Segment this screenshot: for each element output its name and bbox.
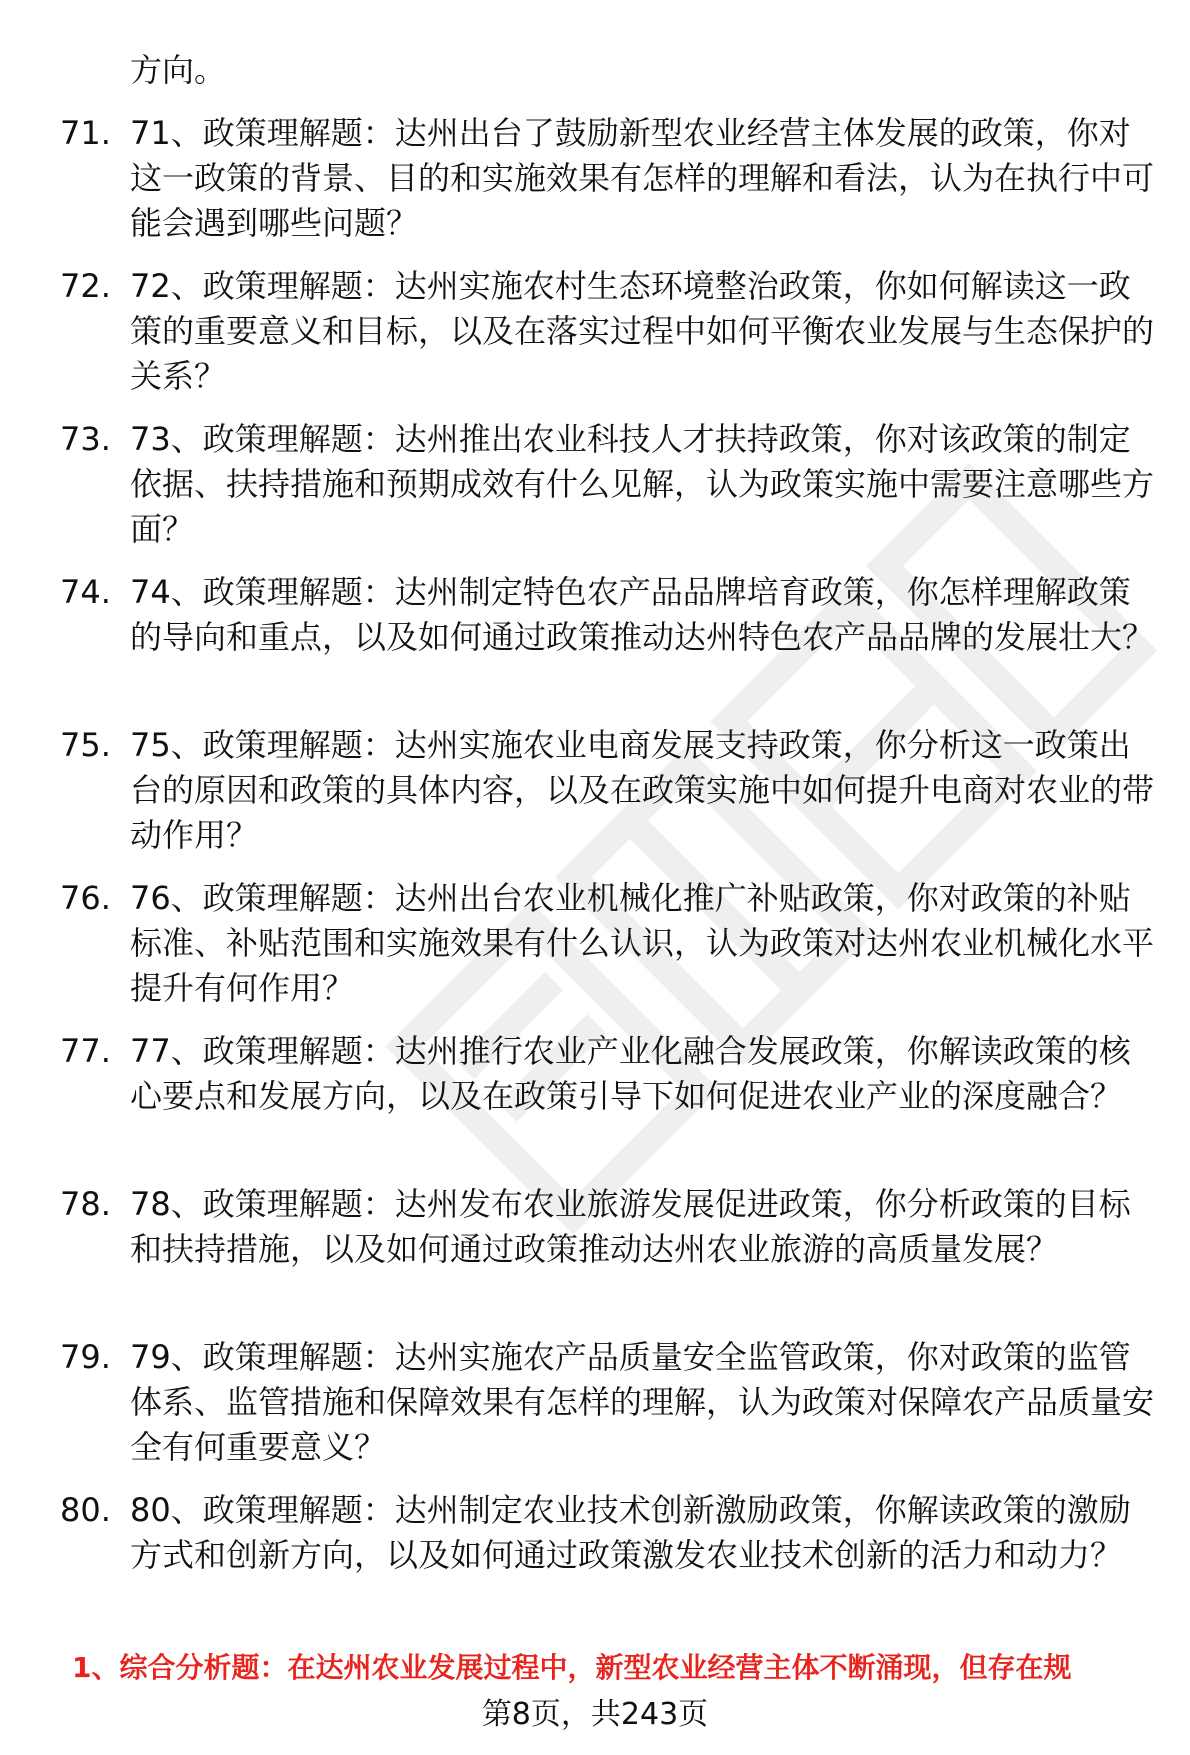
continuation-text: 方向。 bbox=[130, 51, 227, 89]
question-item bbox=[0, 1488, 1190, 1641]
question-item bbox=[0, 1335, 1190, 1488]
question-text: 73、政策理解题：达州推出农业科技人才扶持政策，你对该政策的制定依据、扶持措施和预期成效有什么见解，认为政策实施中需要注意哪些方面？ bbox=[130, 420, 1155, 548]
question-text: 75、政策理解题：达州实施农业电商发展支持政策，你分析这一政策出台的原因和政策的具体内容，以及在政策实施中如何提升电商对农业的带动作用？ bbox=[130, 726, 1155, 854]
question-text: 76、政策理解题：达州出台农业机械化推广补贴政策，你对政策的补贴标准、补贴范围和实施效果有什么认识，认为政策对达州农业机械化水平提升有何作用？ bbox=[130, 879, 1155, 1007]
section-heading: 1、综合分析题：在达州农业发展过程中，新型农业经营主体不断涌现，但存在规 bbox=[72, 1651, 1072, 1684]
question-number: 75. bbox=[60, 726, 111, 764]
question-number: 71. bbox=[60, 114, 111, 152]
question-number: 79. bbox=[60, 1338, 111, 1376]
question-text: 80、政策理解题：达州制定农业技术创新激励政策，你解读政策的激励方式和创新方向，以及如何通过政策激发农业技术创新的活力和动力？ bbox=[130, 1491, 1131, 1574]
question-item bbox=[0, 570, 1190, 723]
question-number: 80. bbox=[60, 1491, 111, 1529]
question-text: 71、政策理解题：达州出台了鼓励新型农业经营主体发展的政策，你对这一政策的背景、目的和实施效果有怎样的理解和看法，认为在执行中可能会遇到哪些问题？ bbox=[130, 114, 1155, 242]
question-number: 72. bbox=[60, 267, 111, 305]
question-item bbox=[0, 723, 1190, 876]
page-footer: 第8页，共243页 bbox=[481, 1697, 709, 1732]
question-item bbox=[0, 264, 1190, 417]
question-number: 73. bbox=[60, 420, 111, 458]
question-text: 79、政策理解题：达州实施农产品质量安全监管政策，你对政策的监管体系、监管措施和保障效果有怎样的理解，认为政策对保障农产品质量安全有何重要意义？ bbox=[130, 1338, 1155, 1466]
question-number: 78. bbox=[60, 1185, 111, 1223]
question-text: 78、政策理解题：达州发布农业旅游发展促进政策，你分析政策的目标和扶持措施，以及如何通过政策推动达州农业旅游的高质量发展？ bbox=[130, 1185, 1131, 1268]
question-text: 72、政策理解题：达州实施农村生态环境整治政策，你如何解读这一政策的重要意义和目标，以及在落实过程中如何平衡农业发展与生态保护的关系？ bbox=[130, 267, 1155, 395]
question-list bbox=[0, 111, 1190, 1641]
question-text: 74、政策理解题：达州制定特色农产品品牌培育政策，你怎样理解政策的导向和重点，以及如何通过政策推动达州特色农产品品牌的发展壮大？ bbox=[130, 573, 1155, 656]
question-number: 77. bbox=[60, 1032, 111, 1070]
question-item bbox=[0, 1029, 1190, 1182]
question-item bbox=[0, 417, 1190, 570]
question-item bbox=[0, 1182, 1190, 1335]
question-item bbox=[0, 111, 1190, 264]
question-number: 76. bbox=[60, 879, 111, 917]
question-text: 77、政策理解题：达州推行农业产业化融合发展政策，你解读政策的核心要点和发展方向，以及在政策引导下如何促进农业产业的深度融合？ bbox=[130, 1032, 1131, 1115]
question-item bbox=[0, 876, 1190, 1029]
question-number: 74. bbox=[60, 573, 111, 611]
